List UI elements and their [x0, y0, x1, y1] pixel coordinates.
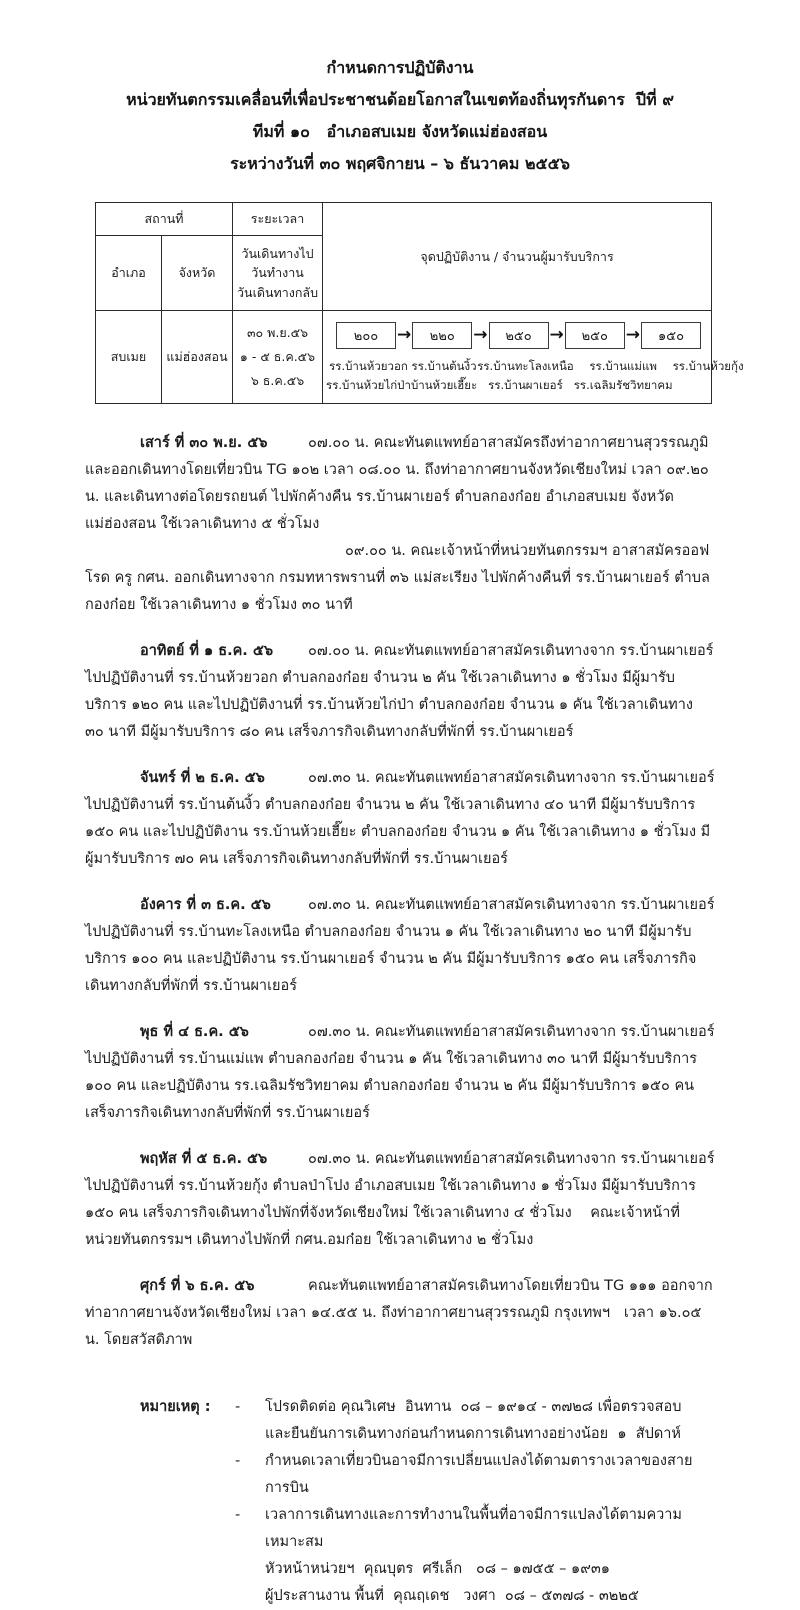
col-header-duration-sub: [233, 236, 323, 311]
school-name: รร.บ้านห้วยวอก: [329, 359, 408, 374]
patient-count-box: [412, 322, 472, 349]
note-dash-bullet: -: [235, 1507, 241, 1523]
note-item: [85, 1448, 715, 1502]
patient-count-box: [565, 322, 625, 349]
school-column: [673, 357, 744, 394]
day-paragraph: [85, 1146, 720, 1254]
day-label: พฤหัส ที่ ๕ ธ.ค. ๕๖: [140, 1151, 268, 1167]
school-name: รร.เฉลิมรัชวิทยาคม: [573, 377, 673, 392]
notes-section: [85, 1394, 715, 1610]
col-header-duration: ระยะเวลา: [233, 203, 323, 236]
patient-count: ๒๕๐: [505, 329, 532, 345]
notes-heading: [85, 1502, 235, 1610]
note-line: เวลาการเดินทางและการทำงานในพื้นที่อาจมีการแปลงได้ตามความเหมาะสม: [265, 1507, 682, 1550]
school-name: รร.บ้านแม่แพ: [589, 359, 657, 374]
note-dash-bullet: -: [235, 1399, 241, 1415]
doc-subtitle-dates: ระหว่างวันที่ ๓๐ พฤศจิกายน – ๖ ธันวาคม ๒๕๕๖: [230, 154, 570, 173]
patient-count: ๒๐๐: [353, 329, 379, 345]
patient-count: ๑๕๐: [658, 329, 685, 345]
note-text: [265, 1448, 715, 1502]
day-label: อังคาร ที่ ๓ ธ.ค. ๕๖: [140, 897, 271, 913]
note-line: และยืนยันการเดินทางก่อนกำหนดการเดินทางอย่างน้อย ๑ สัปดาห์: [265, 1426, 681, 1442]
day-entry: [85, 765, 720, 873]
day-text: ๐๗.๓๐ น. คณะทันตแพทย์อาสาสมัครเดินทางจาก รร.บ้านผาเยอร์ ไปปฏิบัติงานที่ รร.บ้านห้วยกุ้ง ตำบลป่าโปง อำเภอสบเมย ใช้เวลาเดินทาง ๑ ชั่วโมง มีผู้มารับบริการ ๑๕๐ คน เสร็จภารกิจเดินทางไปพักที่จังหวัดเชียงใหม่ ใช้เวลาเดินทาง ๔ ชั่วโมง คณะเจ้าหน้าที่หน่วยทันตกรรมฯ เดินทางไปพักที่ กศน.อมก๋อย ใช้เวลาเดินทาง ๒ ชั่วโมง: [85, 1151, 720, 1248]
doc-subtitle-team: ทีมที่ ๑๐ อำเภอสบเมย จังหวัดแม่ฮ่องสอน: [252, 122, 548, 141]
day-text: ๐๗.๓๐ น. คณะทันตแพทย์อาสาสมัครเดินทางจาก รร.บ้านผาเยอร์ ไปปฏิบัติงานที่ รร.บ้านต้นงิ้ว ตำบลกองก๋อย จำนวน ๒ คัน ใช้เวลาเดินทาง ๔๐ นาที มีผู้มารับบริการ ๑๕๐ คน และไปปฏิบัติงาน รร.บ้านห้วยเฮี๊ยะ ตำบลกองก๋อย จำนวน ๑ คัน ใช้เวลาเดินทาง ๑ ชั่วโมง มีผู้มารับบริการ ๗๐ คน เสร็จภารกิจเดินทางกลับที่พักที่ รร.บ้านผาเยอร์: [85, 770, 720, 867]
dates-cell: [233, 311, 323, 404]
arrow-right-icon: →: [397, 325, 412, 346]
day-label: จันทร์ ที่ ๒ ธ.ค. ๕๖: [140, 770, 265, 786]
notes-heading: [85, 1448, 235, 1502]
patient-count-box: [336, 322, 396, 349]
duration-sub-line: วันเดินทางกลับ: [237, 284, 319, 300]
day-entry: [85, 892, 720, 1000]
note-text: [265, 1394, 715, 1448]
day-paragraph: [85, 430, 715, 538]
day-paragraph: [85, 1273, 715, 1354]
day-text: ๐๗.๓๐ น. คณะทันตแพทย์อาสาสมัครเดินทางจาก รร.บ้านผาเยอร์ ไปปฏิบัติงานที่ รร.บ้านทะโลงเหนือ ตำบลกองก๋อย จำนวน ๑ คัน ใช้เวลาเดินทาง ๒๐ นาที มีผู้มารับบริการ ๑๐๐ คน และปฏิบัติงาน รร.บ้านผาเยอร์ จำนวน ๒ คัน มีผู้มารับบริการ ๑๕๐ คน เสร็จภารกิจเดินทางกลับที่พักที่ รร.บ้านผาเยอร์: [85, 897, 720, 994]
school-name: รร.บ้านต้นงิ้ว: [411, 359, 477, 374]
service-flow-cell: [323, 311, 744, 404]
arrow-right-icon: →: [549, 325, 564, 346]
days-section: [85, 430, 720, 1354]
patient-count-box: [489, 322, 549, 349]
day-entry: [85, 430, 715, 619]
note-text: [265, 1502, 715, 1610]
day-paragraph: [85, 892, 720, 1000]
school-name: รร.บ้านห้วยไก่ป่า: [326, 377, 411, 392]
school-column: [574, 357, 673, 394]
day-text: ๐๗.๐๐ น. คณะทันตแพทย์อาสาสมัครเดินทางจาก รร.บ้านผาเยอร์ ไปปฏิบัติงานที่ รร.บ้านห้วยวอก ตำบลกองก๋อย จำนวน ๒ คัน ใช้เวลาเดินทาง ๑ ชั่วโมง มีผู้มารับบริการ ๑๒๐ คน และไปปฏิบัติงานที่ รร.บ้านห้วยไก่ป่า ตำบลกองก๋อย จำนวน ๑ คัน ใช้เวลาเดินทาง ๓๐ นาที มีผู้มารับบริการ ๘๐ คน เสร็จภารกิจเดินทางกลับที่พักที่ รร.บ้านผาเยอร์: [85, 643, 719, 740]
col-header-district: อำเภอ: [96, 236, 162, 311]
day-entry: [85, 1146, 720, 1254]
arrow-right-icon: →: [473, 325, 488, 346]
duration-sub-line: วันทำงาน: [251, 265, 304, 281]
school-column: [477, 357, 574, 394]
school-column: [411, 357, 477, 394]
note-line: กำหนดเวลาเที่ยวบินอาจมีการเปลี่ยนแปลงได้ตามตารางเวลาของสายการบิน: [265, 1453, 693, 1496]
col-header-location: สถานที่: [96, 203, 233, 236]
school-column: [326, 357, 411, 394]
patient-count-box: [641, 322, 701, 349]
duration-sub-line: วันเดินทางไป: [241, 245, 314, 261]
day-entry: [85, 1273, 715, 1354]
day-label: อาทิตย์ ที่ ๑ ธ.ค. ๕๖: [140, 643, 274, 659]
col-header-province: จังหวัด: [162, 236, 233, 311]
province-cell: แม่ฮ่องสอน: [162, 311, 233, 404]
school-name: รร.บ้านทะโลงเหนือ: [477, 359, 574, 374]
return-date: ๖ ธ.ค.๕๖: [250, 372, 305, 388]
note-line: โปรดติดต่อ คุณวิเศษ อินทาน ๐๘ – ๑๙๑๔ - ๓๗๒๘ เพื่อตรวจสอบ: [265, 1399, 682, 1415]
day-entry: [85, 1019, 720, 1127]
work-dates: ๑ - ๕ ธ.ค.๕๖: [239, 349, 316, 365]
day-text: คณะทันตแพทย์อาสาสมัครเดินทางโดยเที่ยวบิน TG ๑๑๑ ออกจากท่าอากาศยานจังหวัดเชียงใหม่ เวลา ๑๔.๕๕ น. ถึงท่าอากาศยานสุวรรณภูมิ กรุงเทพฯ เวลา ๑๖.๐๕ น. โดยสวัสดิภาพ: [85, 1278, 713, 1348]
doc-title: กำหนดการปฏิบัติงาน: [326, 58, 474, 77]
note-dash-bullet: -: [235, 1453, 241, 1469]
day-text: ๐๗.๓๐ น. คณะทันตแพทย์อาสาสมัครเดินทางจาก รร.บ้านผาเยอร์ ไปปฏิบัติงานที่ รร.บ้านแม่แพ ตำบลกองก๋อย จำนวน ๑ คัน ใช้เวลาเดินทาง ๓๐ นาที มีผู้มารับบริการ ๑๐๐ คน และปฏิบัติงาน รร.เฉลิมรัชวิทยาคม ตำบลกองก๋อย จำนวน ๒ คัน มีผู้มารับบริการ ๑๕๐ คน เสร็จภารกิจเดินทางกลับที่พักที่ รร.บ้านผาเยอร์: [85, 1024, 720, 1121]
patient-count: ๒๕๐: [581, 329, 608, 345]
school-name: บ้านห้วยเฮี๊ยะ: [410, 377, 478, 392]
day-paragraph: [85, 765, 720, 873]
note-item: [85, 1502, 715, 1610]
schedule-table: [95, 202, 744, 404]
doc-subtitle-unit: หน่วยทันตกรรมเคลื่อนที่เพื่อประชาชนด้อยโอกาสในเขตท้องถิ่นทุรกันดาร ปีที่ ๙: [126, 90, 674, 109]
col-header-service-point: จุดปฏิบัติงาน / จำนวนผู้มารับบริการ: [323, 203, 712, 311]
day-label: ศุกร์ ที่ ๖ ธ.ค. ๕๖: [140, 1278, 255, 1294]
note-line: ผู้ประสานงาน พื้นที่ คุณฤเดช วงศา ๐๘ – ๕๓๗๘ - ๓๒๒๕: [265, 1588, 639, 1604]
notes-heading: หมายเหตุ :: [140, 1399, 211, 1415]
patient-count: ๒๒๐: [429, 329, 455, 345]
school-name: รร.บ้านห้วยกุ้ง: [672, 359, 744, 374]
day-extra-paragraph: ๐๙.๐๐ น. คณะเจ้าหน้าที่หน่วยทันตกรรมฯ อาสาสมัครออฟโรด ครู กศน. ออกเดินทางจาก กรมทหารพรานที่ ๓๖ แม่สะเรียง ไปพักค้างคืนที่ รร.บ้านผาเยอร์ ตำบลกองก๋อย ใช้เวลาเดินทาง ๑ ชั่วโมง ๓๐ นาที: [85, 543, 710, 613]
district-cell: สบเมย: [96, 311, 162, 404]
flow-schools: [326, 357, 744, 394]
day-label: เสาร์ ที่ ๓๐ พ.ย. ๕๖: [140, 435, 268, 451]
day-paragraph: [85, 1019, 720, 1127]
day-text: ๐๗.๐๐ น. คณะทันตแพทย์อาสาสมัครถึงท่าอากาศยานสุวรรณภูมิ และออกเดินทางโดยเที่ยวบิน TG ๑๐๒ เวลา ๐๘.๐๐ น. ถึงท่าอากาศยานจังหวัดเชียงใหม่ เวลา ๐๙.๒๐ น. และเดินทางต่อโดยรถยนต์ ไปพักค้างคืน รร.บ้านผาเยอร์ ตำบลกองก๋อย อำเภอสบเมย จังหวัดแม่ฮ่องสอน ใช้เวลาเดินทาง ๕ ชั่วโมง: [85, 435, 714, 532]
flow-boxes: [326, 320, 708, 349]
day-entry: [85, 638, 719, 746]
note-item: [85, 1394, 715, 1448]
day-paragraph: [85, 638, 719, 746]
title-block: [85, 52, 715, 180]
day-label: พุธ ที่ ๔ ธ.ค. ๕๖: [140, 1024, 249, 1040]
arrow-right-icon: →: [625, 325, 641, 346]
note-line: หัวหน้าหน่วยฯ คุณบุตร ศรีเล็ก ๐๘ – ๑๗๕๕ – ๑๙๓๑: [265, 1561, 610, 1577]
notes-items: [85, 1394, 715, 1610]
school-name: รร.บ้านผาเยอร์: [488, 377, 563, 392]
travel-date: ๓๐ พ.ย.๕๖: [246, 325, 309, 341]
